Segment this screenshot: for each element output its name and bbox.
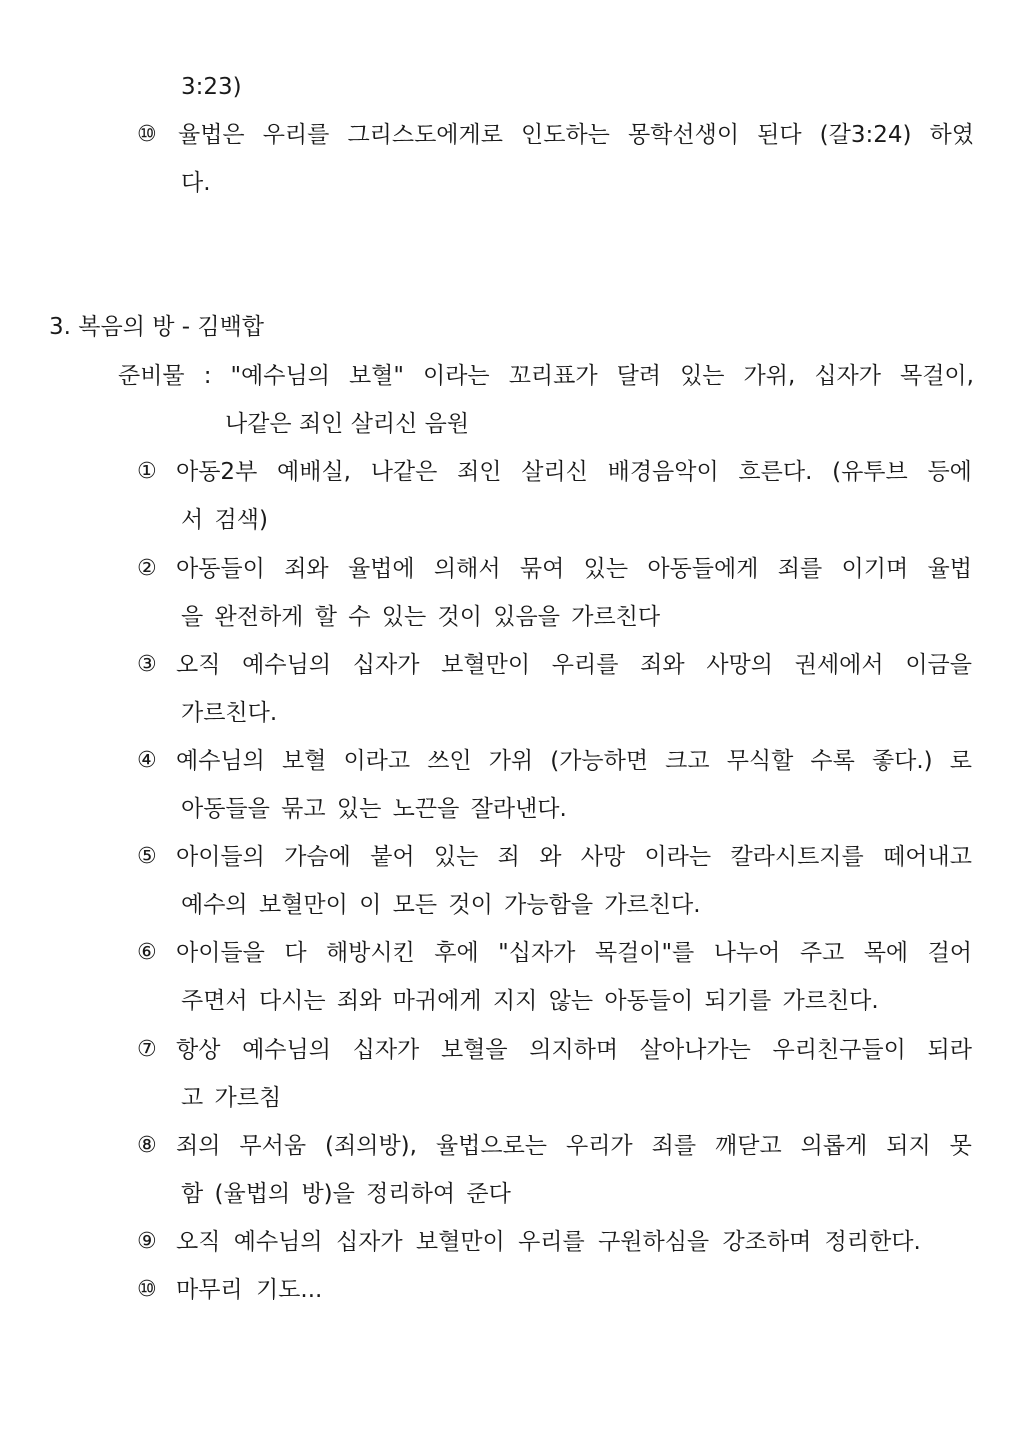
word: 좋다.) [871,748,933,774]
word: 된다 [757,122,802,148]
word: 아이들의 [176,844,265,870]
word: 인도하는 [521,122,610,148]
word: 붙어 [370,844,415,870]
word: 가위 [488,748,534,774]
word: 보혈만이 [415,1229,519,1255]
word: 살리신 [521,459,588,485]
word: 이기며 [841,556,909,582]
list-item-text [176,554,972,584]
list-item-text [176,746,972,776]
word: 걸어 [927,940,972,966]
list-item-text [176,650,972,680]
list-item-text: 다. [181,170,211,196]
word: "십자가 [498,940,576,966]
word: 로 [949,748,972,774]
word: 우리를 [262,122,330,148]
word: 아동2부 [176,459,258,485]
word: 무서움 [239,1133,307,1159]
word: 보혈을 [440,1037,508,1063]
word: 이금을 [905,652,972,678]
list-number: ③ [137,652,157,677]
word: 마무리 [176,1277,256,1303]
word: 있는 [680,363,725,389]
word: 보혈 [281,748,327,774]
prep-line: 나같은 죄인 살리신 음원 [225,411,470,437]
word: 율법 [927,556,972,582]
word: 우리가 [565,1133,633,1159]
list-number: ⑩ [137,1277,157,1302]
word: 아동들에게 [647,556,759,582]
list-number: ⑩ [137,122,157,147]
word: 해방시킨 [325,940,415,966]
list-item-text [178,120,974,150]
word: 우리친구들이 [772,1037,906,1063]
word: 몽학선생이 [627,122,740,148]
list-item-text: 을 완전하게 할 수 있는 것이 있음을 가르친다 [181,604,661,630]
word: 항상 [176,1037,221,1063]
word: 후에 [434,940,479,966]
word: 있는 [433,844,479,870]
word: 주고 [799,940,845,966]
list-item-text: 서 검색) [181,507,268,533]
word: 죄의 [176,1133,221,1159]
word: 의해서 [433,556,501,582]
word: 무식할 [726,748,794,774]
word: (죄의방), [325,1133,417,1159]
word: 우리를 [518,1229,599,1255]
word: 의지하며 [529,1037,619,1063]
word: 가슴에 [284,844,351,870]
word: 떼어내고 [883,844,972,870]
list-item-text: 예수의 보혈만이 이 모든 것이 가능함을 가르친다. [181,892,701,918]
word: 그리스도에게로 [347,122,503,148]
word: 목에 [863,940,909,966]
word: 강조하며 [722,1229,825,1255]
word: 아동들이 [176,556,265,582]
word: 되지 [886,1133,931,1159]
word: 십자가 [352,1037,420,1063]
word: 보혈만이 [441,652,531,678]
word: 있는 [583,556,629,582]
list-item-text [176,1275,322,1305]
list-item-text [176,842,972,872]
list-number: ⑨ [137,1229,157,1254]
word: : [203,363,212,389]
list-item-text [176,938,972,968]
word: 정리한다. [824,1229,921,1255]
word: 수록 [810,748,855,774]
list-number: ⑧ [137,1133,157,1158]
word: 나누어 [713,940,781,966]
list-item-text: 고 가르침 [181,1085,282,1111]
word: 깨닫고 [715,1133,782,1159]
word: 예배실, [277,459,351,485]
word: 기도... [255,1277,323,1303]
list-item-text [176,1035,972,1065]
list-item-text: 주면서 다시는 죄와 마귀에게 지지 않는 아동들이 되기를 가르친다. [181,988,879,1014]
word: 되라 [927,1037,972,1063]
word: 이라고 [343,748,411,774]
word: 달려 [616,363,662,389]
word: 죄와 [284,556,329,582]
word: 의롭게 [800,1133,868,1159]
word: (유투브 [832,459,908,485]
word: 죄 [497,844,520,870]
word: 율법으로는 [435,1133,548,1159]
word: 꼬리표가 [508,363,598,389]
word: 율법은 [178,122,245,148]
word: 죄를 [651,1133,697,1159]
word: 보혈" [348,363,404,389]
word: 우리를 [551,652,619,678]
word: 이라는 [423,363,490,389]
word: 구원하심을 [598,1229,723,1255]
word: 하였 [929,122,974,148]
word: 아이들을 [176,940,265,966]
list-number: ⑤ [137,844,157,869]
word: 못 [949,1133,972,1159]
word: 율법에 [347,556,415,582]
prep-line [118,361,974,391]
list-item-text [176,1227,921,1257]
word: 십자가 [335,1229,416,1255]
word: 칼라시트지를 [730,844,864,870]
list-item-text: 아동들을 묶고 있는 노끈을 잘라낸다. [181,796,567,822]
word: 예수님의 [233,1229,336,1255]
word: (갈3:24) [819,122,912,148]
word: 살아나가는 [639,1037,751,1063]
word: 이라는 [644,844,712,870]
word: 십자가 [814,363,881,389]
word: "예수님의 [230,363,330,389]
list-number: ① [137,459,157,484]
list-item-text [176,1131,972,1161]
word: 목걸이, [900,363,974,389]
list-number: ⑥ [137,940,157,965]
word: 예수님의 [242,1037,331,1063]
list-number: ⑦ [137,1037,157,1062]
word: 목걸이"를 [594,940,695,966]
word: 쓰인 [427,748,472,774]
word: 배경음악이 [607,459,719,485]
word: 다 [284,940,307,966]
word: (가능하면 [550,748,649,774]
word: 묶여 [519,556,565,582]
list-item-text [176,457,972,487]
word: 죄인 [457,459,502,485]
word: 십자가 [352,652,420,678]
word: 등에 [927,459,972,485]
word: 와 [539,844,562,870]
word: 크고 [665,748,710,774]
word: 죄와 [640,652,685,678]
word: 가위, [743,363,796,389]
word: 사망 [580,844,626,870]
word: 죄를 [777,556,823,582]
prev-item-continuation: 3:23) [181,74,242,100]
word: 사망의 [706,652,773,678]
section-heading: 3. 복음의 방 - 김백합 [49,314,265,340]
list-number: ② [137,556,157,581]
word: 권세에서 [794,652,884,678]
word: 오직 [176,1229,234,1255]
word: 예수님의 [242,652,332,678]
word: 흐른다. [738,459,813,485]
list-item-text: 가르친다. [181,700,278,726]
list-number: ④ [137,748,157,773]
list-item-text: 함 (율법의 방)을 정리하여 준다 [181,1181,511,1207]
word: 준비물 [118,363,185,389]
word: 오직 [176,652,221,678]
word: 나같은 [370,459,438,485]
word: 예수님의 [176,748,265,774]
